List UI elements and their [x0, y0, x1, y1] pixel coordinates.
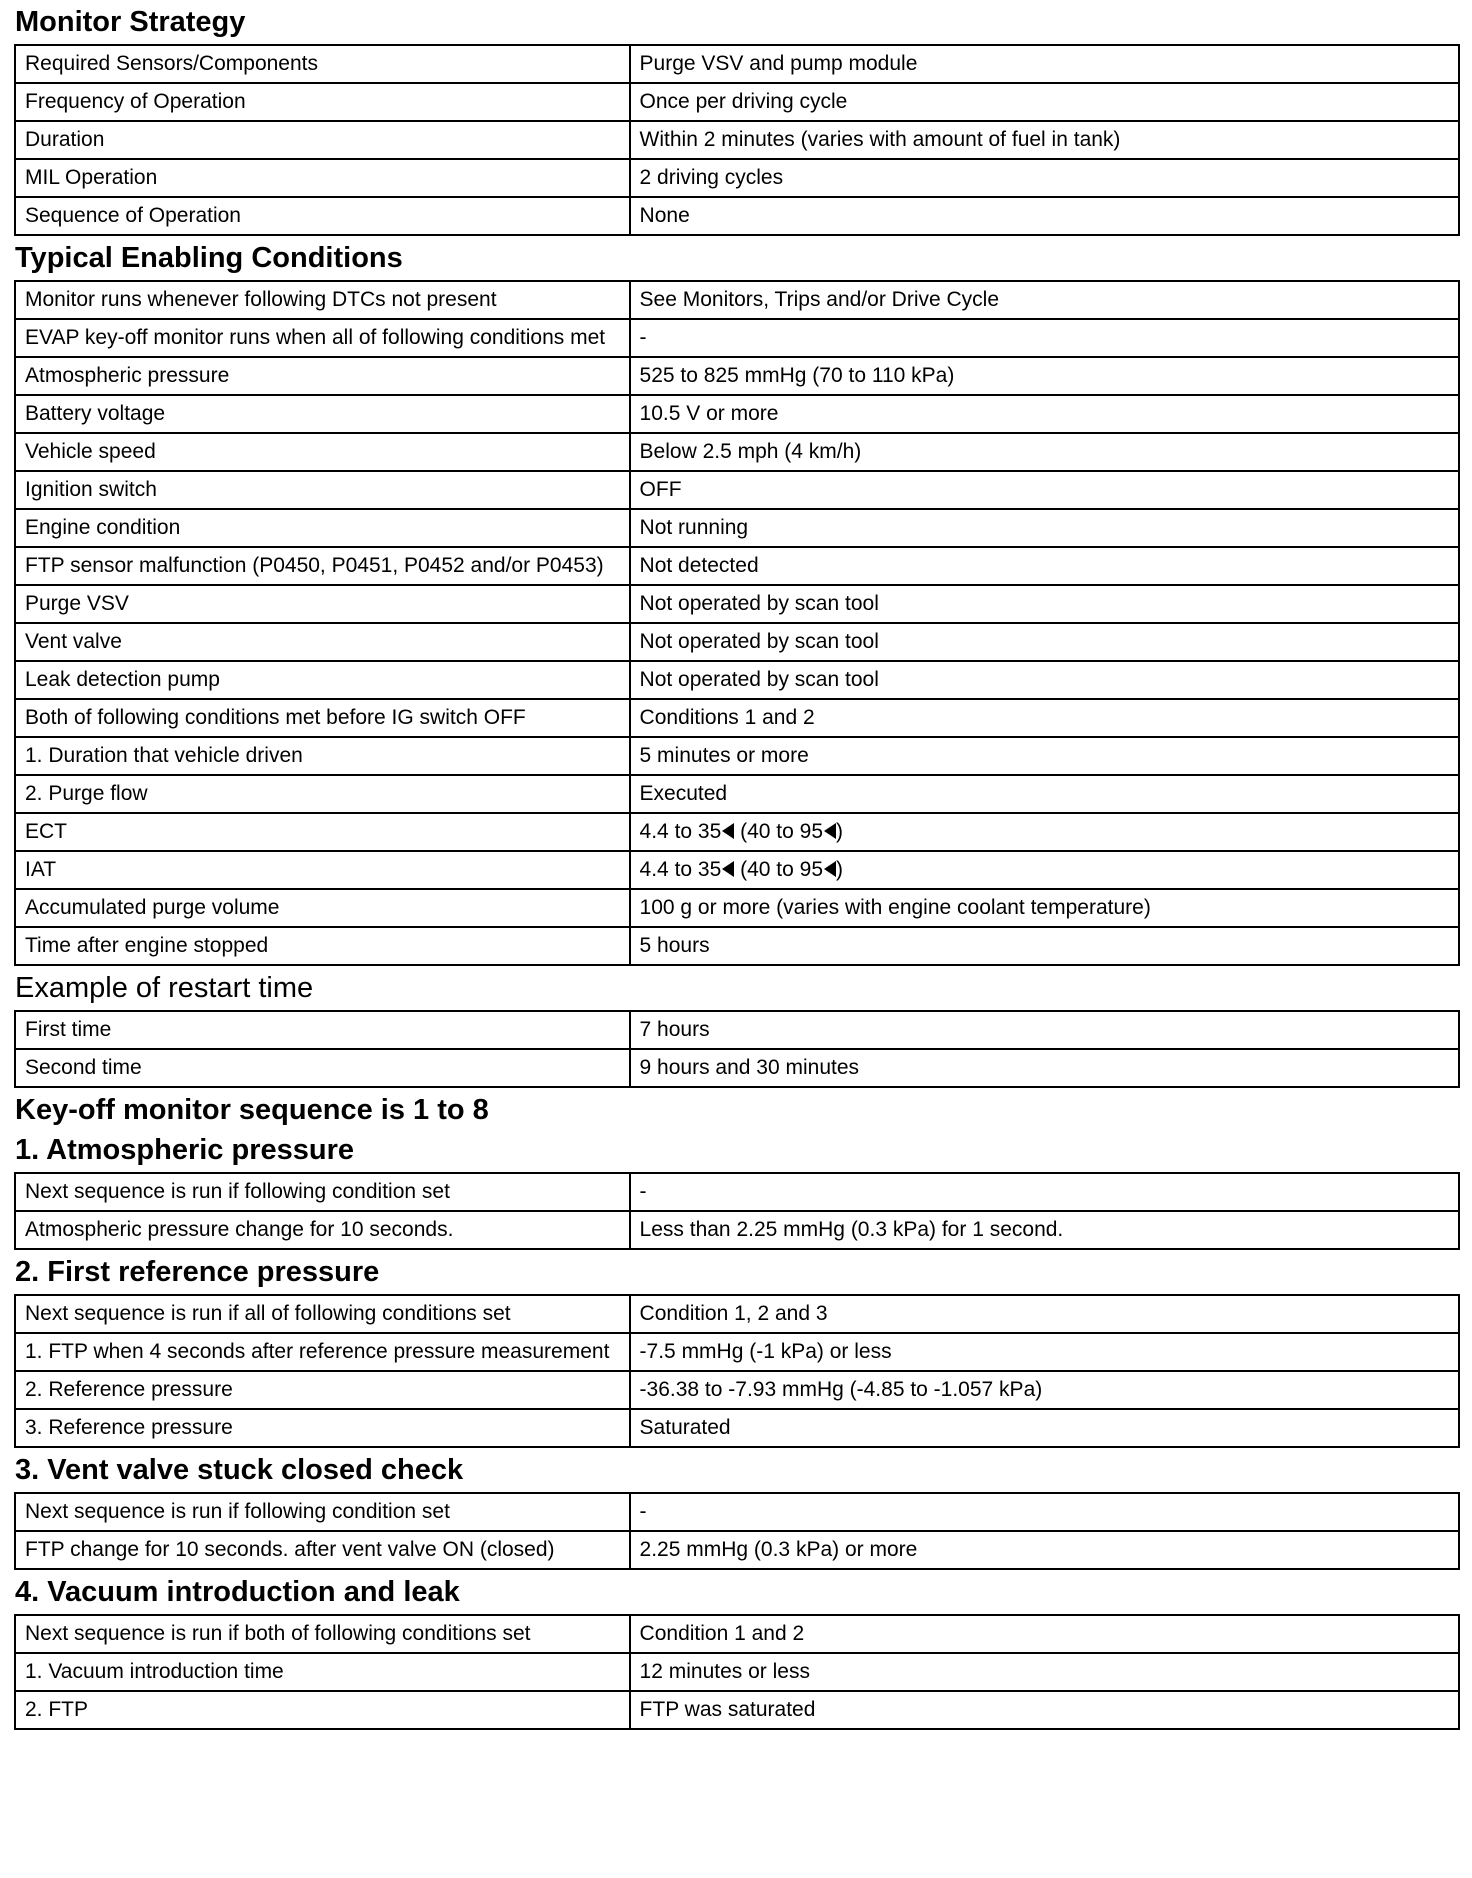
- condition-value: Once per driving cycle: [630, 83, 1459, 121]
- condition-label: Frequency of Operation: [15, 83, 630, 121]
- condition-label: Time after engine stopped: [15, 927, 630, 965]
- condition-value: -36.38 to -7.93 mmHg (-4.85 to -1.057 kPa): [630, 1371, 1459, 1409]
- condition-label: 2. Purge flow: [15, 775, 630, 813]
- condition-label: MIL Operation: [15, 159, 630, 197]
- condition-value: 100 g or more (varies with engine coolant temperature): [630, 889, 1459, 927]
- table-row: [15, 889, 1459, 927]
- condition-label: Duration: [15, 121, 630, 159]
- condition-value: Not operated by scan tool: [630, 661, 1459, 699]
- condition-value: 5 minutes or more: [630, 737, 1459, 775]
- section-heading-4-vacuum-introduction-and-leak: 4. Vacuum introduction and leak: [15, 1576, 460, 1608]
- condition-value: Saturated: [630, 1409, 1459, 1447]
- spec-table-2-first-reference-pressure: [14, 1294, 1460, 1448]
- condition-label: Engine condition: [15, 509, 630, 547]
- condition-label: IAT: [15, 851, 630, 889]
- condition-label: Both of following conditions met before IG switch OFF: [15, 699, 630, 737]
- spec-table-1-atmospheric-pressure: [14, 1172, 1460, 1250]
- table-row: [15, 471, 1459, 509]
- condition-value: Conditions 1 and 2: [630, 699, 1459, 737]
- condition-value: 5 hours: [630, 927, 1459, 965]
- condition-value: See Monitors, Trips and/or Drive Cycle: [630, 281, 1459, 319]
- condition-label: Accumulated purge volume: [15, 889, 630, 927]
- table-row: [15, 699, 1459, 737]
- table-row: [15, 547, 1459, 585]
- condition-label: Next sequence is run if all of following conditions set: [15, 1295, 630, 1333]
- condition-label: FTP change for 10 seconds. after vent valve ON (closed): [15, 1531, 630, 1569]
- condition-value: Not running: [630, 509, 1459, 547]
- condition-label: Next sequence is run if following condition set: [15, 1173, 630, 1211]
- table-row: [15, 395, 1459, 433]
- table-row: [15, 1371, 1459, 1409]
- condition-value: -: [630, 1173, 1459, 1211]
- table-row: [15, 45, 1459, 83]
- table-row: [15, 1615, 1459, 1653]
- section-heading-1-atmospheric-pressure: 1. Atmospheric pressure: [15, 1134, 354, 1166]
- condition-value: -: [630, 319, 1459, 357]
- table-row: [15, 623, 1459, 661]
- condition-value: 7 hours: [630, 1011, 1459, 1049]
- condition-label: Vehicle speed: [15, 433, 630, 471]
- table-row: [15, 1493, 1459, 1531]
- condition-value: None: [630, 197, 1459, 235]
- condition-value: OFF: [630, 471, 1459, 509]
- condition-value: [630, 851, 1459, 889]
- table-row: [15, 1011, 1459, 1049]
- condition-value: -: [630, 1493, 1459, 1531]
- value-text: (40 to 95: [734, 820, 824, 843]
- condition-label: Required Sensors/Components: [15, 45, 630, 83]
- condition-value: 12 minutes or less: [630, 1653, 1459, 1691]
- table-row: [15, 159, 1459, 197]
- table-row: [15, 197, 1459, 235]
- condition-label: 1. Duration that vehicle driven: [15, 737, 630, 775]
- condition-label: Next sequence is run if following condition set: [15, 1493, 630, 1531]
- condition-label: Leak detection pump: [15, 661, 630, 699]
- table-row: [15, 585, 1459, 623]
- table-row: [15, 813, 1459, 851]
- condition-label: Atmospheric pressure: [15, 357, 630, 395]
- condition-label: Purge VSV: [15, 585, 630, 623]
- condition-label: Atmospheric pressure change for 10 seconds.: [15, 1211, 630, 1249]
- condition-value: 10.5 V or more: [630, 395, 1459, 433]
- condition-value: Not operated by scan tool: [630, 585, 1459, 623]
- table-row: [15, 509, 1459, 547]
- condition-value: Below 2.5 mph (4 km/h): [630, 433, 1459, 471]
- condition-label: EVAP key-off monitor runs when all of following conditions met: [15, 319, 630, 357]
- table-row: [15, 281, 1459, 319]
- condition-value: -7.5 mmHg (-1 kPa) or less: [630, 1333, 1459, 1371]
- value-text: (40 to 95: [734, 858, 824, 881]
- condition-value: Condition 1, 2 and 3: [630, 1295, 1459, 1333]
- condition-label: Sequence of Operation: [15, 197, 630, 235]
- condition-value: Not detected: [630, 547, 1459, 585]
- table-row: [15, 737, 1459, 775]
- condition-value: Purge VSV and pump module: [630, 45, 1459, 83]
- table-row: [15, 1173, 1459, 1211]
- section-heading-example-of-restart-time: Example of restart time: [15, 972, 314, 1004]
- table-row: [15, 851, 1459, 889]
- condition-label: Second time: [15, 1049, 630, 1087]
- degree-symbol-icon: [824, 823, 836, 839]
- condition-value: 525 to 825 mmHg (70 to 110 kPa): [630, 357, 1459, 395]
- condition-label: 1. Vacuum introduction time: [15, 1653, 630, 1691]
- table-row: [15, 319, 1459, 357]
- spec-table-4-vacuum-introduction-and-leak: [14, 1614, 1460, 1730]
- document-page: [14, 0, 1460, 1730]
- table-row: [15, 1691, 1459, 1729]
- section-heading-monitor-strategy: Monitor Strategy: [15, 6, 246, 38]
- condition-label: 2. Reference pressure: [15, 1371, 630, 1409]
- table-row: [15, 1653, 1459, 1691]
- value-text: ): [836, 820, 844, 843]
- degree-symbol-icon: [722, 823, 734, 839]
- table-row: [15, 1049, 1459, 1087]
- table-row: [15, 927, 1459, 965]
- condition-label: Next sequence is run if both of following conditions set: [15, 1615, 630, 1653]
- condition-value: Executed: [630, 775, 1459, 813]
- section-heading-2-first-reference-pressure: 2. First reference pressure: [15, 1256, 380, 1288]
- table-row: [15, 775, 1459, 813]
- condition-value: Within 2 minutes (varies with amount of fuel in tank): [630, 121, 1459, 159]
- table-row: [15, 1211, 1459, 1249]
- condition-label: FTP sensor malfunction (P0450, P0451, P0452 and/or P0453): [15, 547, 630, 585]
- condition-value: FTP was saturated: [630, 1691, 1459, 1729]
- section-heading-typical-enabling-conditions: Typical Enabling Conditions: [15, 242, 403, 274]
- condition-label: 3. Reference pressure: [15, 1409, 630, 1447]
- condition-label: ECT: [15, 813, 630, 851]
- table-row: [15, 121, 1459, 159]
- table-row: [15, 83, 1459, 121]
- section-heading-key-off-monitor-sequence-is-1-to-8: Key-off monitor sequence is 1 to 8: [15, 1094, 489, 1126]
- condition-value: [630, 813, 1459, 851]
- condition-label: 1. FTP when 4 seconds after reference pressure measurement: [15, 1333, 630, 1371]
- degree-symbol-icon: [722, 861, 734, 877]
- condition-value: 9 hours and 30 minutes: [630, 1049, 1459, 1087]
- value-text: ): [836, 858, 844, 881]
- condition-value: Condition 1 and 2: [630, 1615, 1459, 1653]
- condition-label: Monitor runs whenever following DTCs not present: [15, 281, 630, 319]
- table-row: [15, 433, 1459, 471]
- table-row: [15, 1409, 1459, 1447]
- condition-label: First time: [15, 1011, 630, 1049]
- condition-label: Battery voltage: [15, 395, 630, 433]
- value-text: 4.4 to 35: [639, 858, 722, 881]
- condition-value: 2 driving cycles: [630, 159, 1459, 197]
- table-row: [15, 357, 1459, 395]
- spec-table-typical-enabling-conditions: [14, 280, 1460, 966]
- table-row: [15, 1295, 1459, 1333]
- section-heading-3-vent-valve-stuck-closed-check: 3. Vent valve stuck closed check: [15, 1454, 464, 1486]
- spec-table-monitor-strategy: [14, 44, 1460, 236]
- spec-table-3-vent-valve-stuck-closed-check: [14, 1492, 1460, 1570]
- value-text: 4.4 to 35: [639, 820, 722, 843]
- table-row: [15, 1333, 1459, 1371]
- condition-value: Less than 2.25 mmHg (0.3 kPa) for 1 second.: [630, 1211, 1459, 1249]
- degree-symbol-icon: [824, 861, 836, 877]
- spec-table-example-of-restart-time: [14, 1010, 1460, 1088]
- condition-value: 2.25 mmHg (0.3 kPa) or more: [630, 1531, 1459, 1569]
- condition-label: 2. FTP: [15, 1691, 630, 1729]
- condition-value: Not operated by scan tool: [630, 623, 1459, 661]
- condition-label: Vent valve: [15, 623, 630, 661]
- table-row: [15, 661, 1459, 699]
- condition-label: Ignition switch: [15, 471, 630, 509]
- table-row: [15, 1531, 1459, 1569]
